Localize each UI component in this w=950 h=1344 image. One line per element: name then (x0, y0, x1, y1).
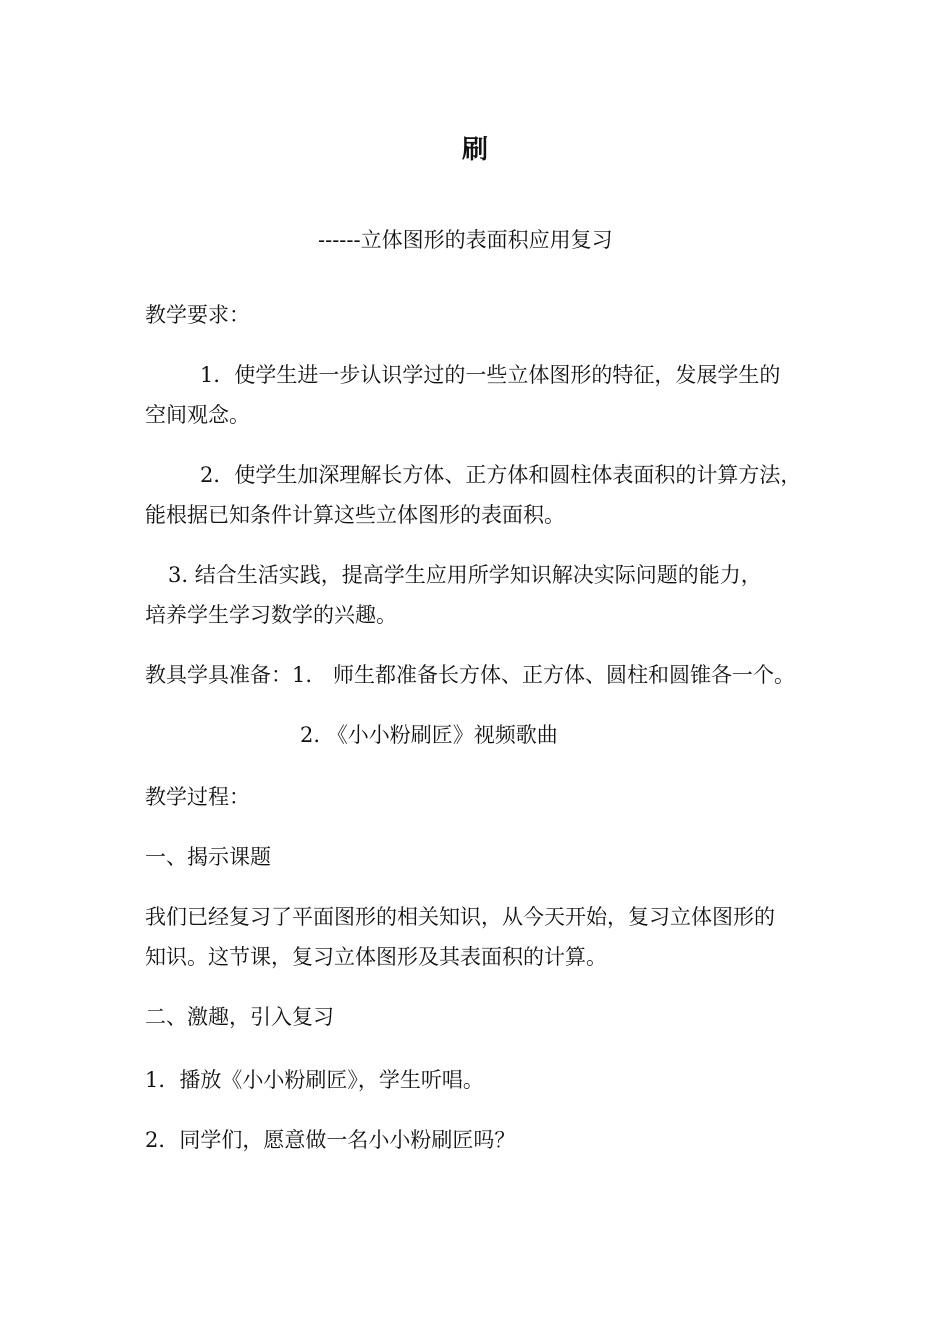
requirement-3-line-1: 3. 结合生活实践，提高学生应用所学知识解决实际问题的能力， (168, 563, 762, 587)
requirements-heading: 教学要求： (145, 303, 250, 327)
teaching-tools-line-2: 2. 《小小粉刷匠》视频歌曲 (300, 723, 558, 747)
teaching-tools-line-1: 教具学具准备：1. 师生都准备长方体、正方体、圆柱和圆锥各一个。 (145, 663, 796, 687)
section-1-paragraph-line-1: 我们已经复习了平面图形的相关知识，从今天开始，复习立体图形的 (145, 905, 775, 929)
requirement-3-line-2: 培养学生学习数学的兴趣。 (145, 603, 397, 627)
process-heading: 教学过程： (145, 785, 250, 809)
requirement-1-line-1: 1．使学生进一步认识学过的一些立体图形的特征，发展学生的 (200, 363, 781, 387)
document-title: 刷 (461, 135, 488, 165)
step-2: 2．同学们，愿意做一名小小粉刷匠吗？ (145, 1128, 516, 1152)
section-2-heading: 二、激趣，引入复习 (145, 1005, 334, 1029)
section-1-heading: 一、揭示课题 (145, 845, 271, 869)
step-1: 1．播放《小小粉刷匠》，学生听唱。 (145, 1068, 484, 1092)
section-1-paragraph-line-2: 知识。这节课，复习立体图形及其表面积的计算。 (145, 945, 607, 969)
requirement-2-line-1: 2．使学生加深理解长方体、正方体和圆柱体表面积的计算方法， (200, 463, 802, 487)
requirement-1-line-2: 空间观念。 (145, 403, 250, 427)
document-subtitle: ------立体图形的表面积应用复习 (318, 228, 613, 252)
requirement-2-line-2: 能根据已知条件计算这些立体图形的表面积。 (145, 503, 565, 527)
